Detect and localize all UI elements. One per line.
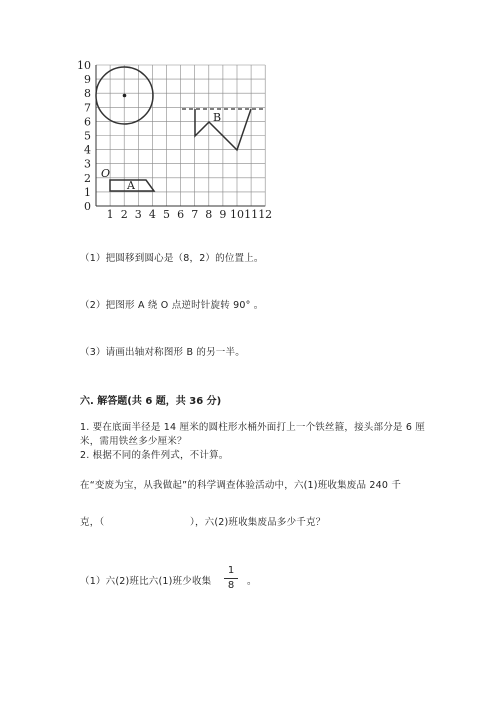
section-6-title: 六. 解答题(共 6 题，共 36 分): [80, 396, 222, 407]
x-tick-label: 11: [244, 208, 259, 221]
y-axis-labels: [77, 59, 91, 213]
y-tick-label: 1: [84, 185, 91, 199]
problem-1-line-1: 1. 要在底面半径是 14 厘米的圆柱形水桶外面打上一个铁丝箍，接头部分是 6 厘: [80, 422, 425, 433]
question-2: （2）把图形 A 绕 O 点逆时针旋转 90° 。: [80, 300, 264, 311]
fraction-numerator: 1: [227, 565, 235, 576]
coordinate-grid: [0, 0, 500, 230]
x-tick-label: 4: [148, 208, 156, 221]
x-tick-label: 9: [219, 208, 227, 221]
y-tick-label: 9: [84, 73, 91, 87]
y-tick-label: 3: [84, 157, 91, 171]
problem-2-context-2b: ），六(2)班收集废品多少千克？: [190, 517, 326, 528]
y-tick-label: 4: [84, 143, 91, 157]
problem-1-line-2: 米，需用铁丝多少厘米？: [80, 436, 187, 447]
grid-lines: [96, 65, 265, 206]
x-tick-label: 1: [106, 208, 114, 221]
shape-a-label: A: [127, 179, 135, 192]
question-1: （1）把圆移到圆心是（8，2）的位置上。: [80, 253, 264, 264]
origin-label: O: [101, 167, 111, 180]
y-tick-label: 5: [84, 129, 91, 143]
fraction-denominator: 8: [227, 580, 235, 591]
x-tick-label: 10: [230, 208, 244, 221]
x-axis-labels: [107, 208, 273, 221]
y-tick-label: 0: [84, 200, 91, 213]
blank-condition[interactable]: [112, 512, 190, 526]
x-tick-label: 8: [205, 208, 213, 221]
x-tick-label: 12: [258, 208, 273, 221]
x-tick-label: 3: [134, 208, 142, 221]
y-tick-label: 2: [84, 171, 91, 185]
x-tick-label: 5: [163, 208, 170, 221]
problem-2-context-2a: 克，（: [80, 517, 105, 528]
shape-b-label: B: [213, 111, 222, 124]
problem-2-line: 2. 根据不同的条件列式，不计算。: [80, 450, 229, 461]
question-3: （3）请画出轴对称图形 B 的另一半。: [80, 347, 245, 358]
circle-center-dot: [123, 94, 127, 98]
y-tick-label: 10: [77, 59, 91, 72]
x-tick-label: 6: [177, 208, 185, 221]
fraction-one-eighth: [224, 565, 238, 592]
problem-2-context-1: 在“变废为宝，从我做起”的科学调查体验活动中，六(1)班收集废品 240 千: [80, 480, 402, 491]
x-tick-label: 2: [120, 208, 128, 221]
y-tick-label: 8: [84, 87, 91, 101]
fraction-bar: [224, 578, 238, 579]
sub-question-1: （1）六(2)班比六(1)班少收集: [80, 576, 212, 587]
y-tick-label: 6: [84, 115, 91, 129]
y-tick-label: 7: [84, 101, 91, 115]
sub-question-1-end: 。: [247, 576, 257, 587]
x-tick-label: 7: [191, 208, 199, 221]
